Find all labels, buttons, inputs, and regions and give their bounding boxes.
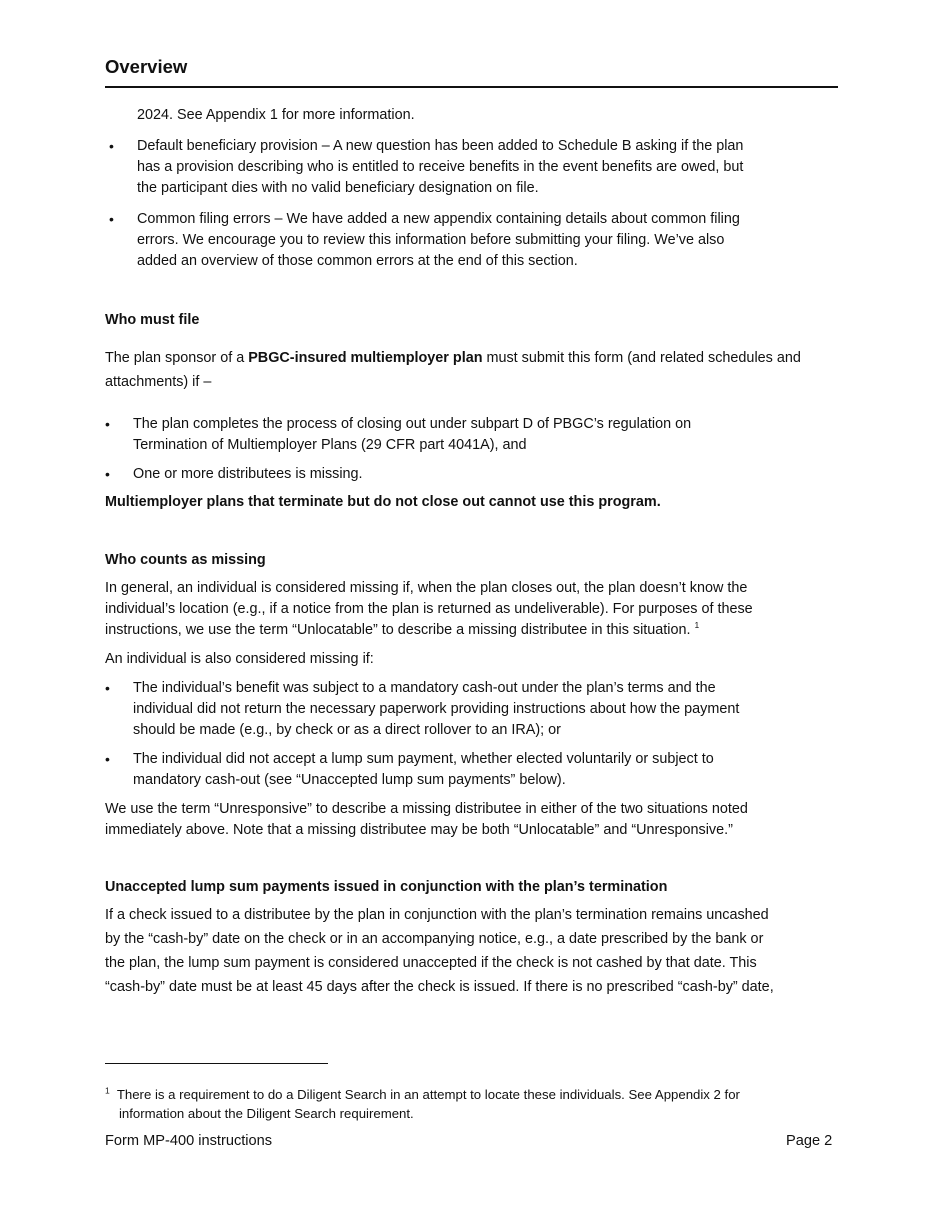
bullet-marker: •	[105, 416, 110, 432]
unresponsive-para-line-1: We use the term “Unresponsive” to describe a missing distributee in either of the two situations noted	[105, 801, 748, 817]
file-bullet-1-line-1: The plan completes the process of closing out under subpart D of PBGC’s regulation on	[133, 416, 692, 432]
footnote-reference: 1	[694, 620, 700, 631]
section-header	[105, 56, 838, 88]
unaccepted-line-3: the plan, the lump sum payment is considered unaccepted if the check is not cashed by that date. This	[105, 955, 757, 971]
bullet-marker: •	[109, 211, 114, 227]
missing-para-line-2: individual’s location (e.g., if a notice from the plan is returned as undeliverable). For purposes of these	[105, 601, 753, 617]
bullet-marker: •	[105, 466, 110, 482]
missing-bullet-2-line-2: mandatory cash-out (see “Unaccepted lump sum payments” below).	[133, 772, 566, 788]
bullet-marker: •	[105, 680, 110, 696]
bold-phrase: PBGC-insured multiemployer plan	[248, 350, 483, 366]
footnote-line-2: information about the Diligent Search requirement.	[119, 1106, 414, 1122]
footnote-divider	[105, 1063, 328, 1064]
close-out-note: Multiemployer plans that terminate but do not close out cannot use this program.	[105, 494, 661, 510]
bullet-marker: •	[109, 138, 114, 154]
who-must-file-heading: Who must file	[105, 312, 200, 328]
missing-bullet-1-line-1: The individual’s benefit was subject to a mandatory cash-out under the plan’s terms and the	[133, 680, 716, 696]
missing-para-line-3: instructions, we use the term “Unlocatable” to describe a missing distributee in this situation. $^1$	[105, 620, 700, 638]
who-must-file-para-line-1: The plan sponsor of a PBGC-insured multiemployer plan must submit this form (and related schedules and	[105, 350, 801, 366]
unaccepted-heading: Unaccepted lump sum payments issued in conjunction with the plan’s termination	[105, 879, 668, 895]
footer-form-name: Form MP-400 instructions	[105, 1133, 273, 1149]
footer-page-number: Page 2	[786, 1133, 833, 1149]
intro-continuation: 2024. See Appendix 1 for more information.	[137, 107, 415, 123]
also-missing-intro: An individual is also considered missing if:	[105, 651, 374, 667]
page-title: Overview	[105, 56, 188, 77]
intro-bullet-1-line-1: Default beneficiary provision – A new question has been added to Schedule B asking if the plan	[137, 138, 744, 154]
intro-bullet-2-line-1: Common filing errors – We have added a new appendix containing details about common filing	[137, 211, 740, 227]
intro-bullet-2-line-2: errors. We encourage you to review this information before submitting your filing. We’ve also	[137, 232, 725, 248]
missing-bullet-2-line-1: The individual did not accept a lump sum payment, whether elected voluntarily or subject to	[133, 751, 714, 767]
unaccepted-line-4: “cash-by” date must be at least 45 days after the check is issued. If there is no prescribed “cash-by” date,	[105, 979, 774, 995]
bullet-marker: •	[105, 751, 110, 767]
missing-bullet-1-line-2: individual did not return the necessary paperwork providing instructions about how the payment	[133, 701, 740, 717]
missing-bullet-1-line-3: should be made (e.g., by check or as a direct rollover to an IRA); or	[133, 722, 561, 738]
who-must-file-para-line-2: attachments) if –	[105, 374, 212, 390]
unresponsive-para-line-2: immediately above. Note that a missing distributee may be both “Unlocatable” and “Unresponsive.”	[105, 822, 733, 838]
file-bullet-2-line-1: One or more distributees is missing.	[133, 466, 363, 482]
footnote-number: 1	[105, 1085, 110, 1096]
who-counts-heading: Who counts as missing	[105, 552, 266, 568]
missing-para-line-1: In general, an individual is considered missing if, when the plan closes out, the plan doesn’t know the	[105, 580, 748, 596]
intro-bullet-2-line-3: added an overview of those common errors at the end of this section.	[137, 253, 578, 269]
intro-bullet-1-line-2: has a provision describing who is entitled to receive benefits in the event benefits are owed, but	[137, 159, 744, 175]
footnote-line-1: $^1$ There is a requirement to do a Diligent Search in an attempt to locate these individuals. See Appendix 2 for	[105, 1085, 740, 1103]
unaccepted-line-2: by the “cash-by” date on the check or in an accompanying notice, e.g., a date prescribed by the bank or	[105, 931, 764, 947]
file-bullet-1-line-2: Termination of Multiemployer Plans (29 CFR part 4041A), and	[133, 437, 527, 453]
intro-bullet-1-line-3: the participant dies with no valid beneficiary designation on file.	[137, 180, 539, 196]
unaccepted-line-1: If a check issued to a distributee by the plan in conjunction with the plan’s termination remains uncashed	[105, 907, 769, 923]
